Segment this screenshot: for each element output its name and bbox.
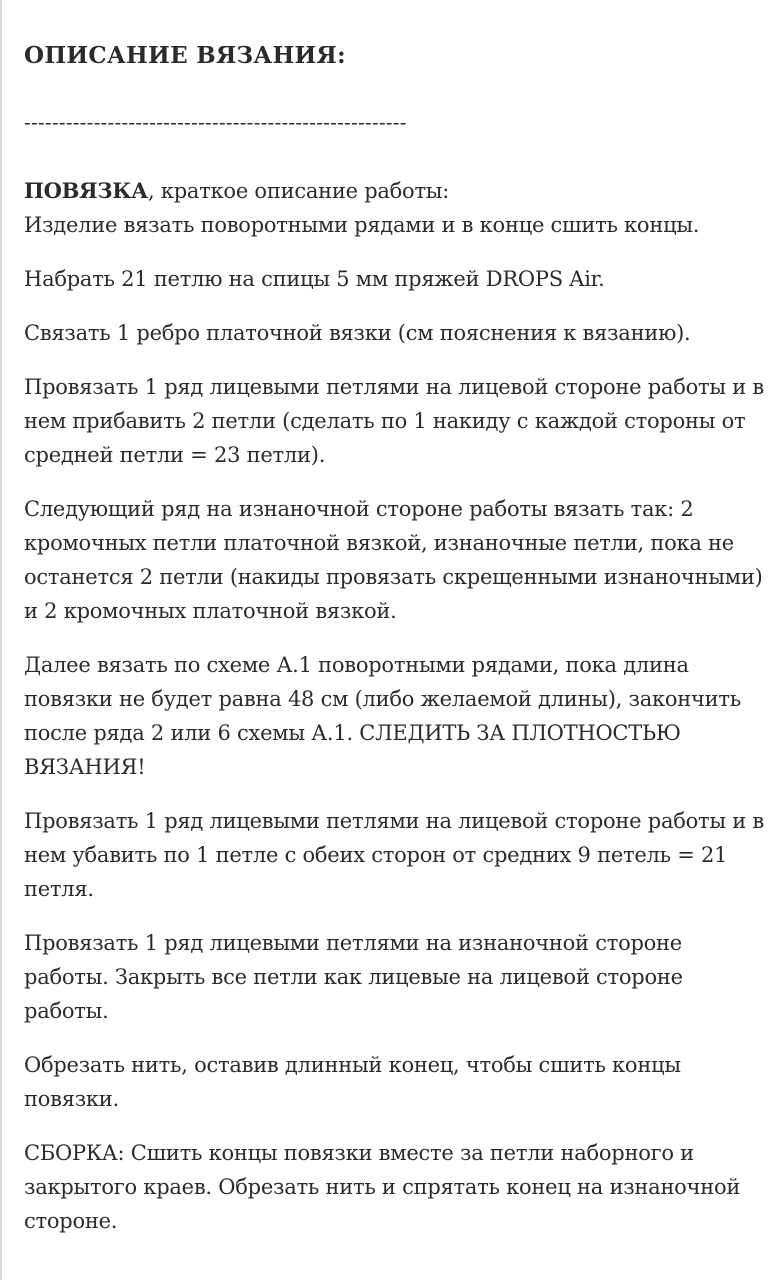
paragraph-bind-off: Провязать 1 ряд лицевыми петлями на изнаночной стороне работы. Закрыть все петли как лицевые на лицевой стороне работы. xyxy=(24,931,683,1023)
paragraph-wrong-side-row: Следующий ряд на изнаночной стороне работы вязать так: 2 кромочных петли платочной вязкой, изнаночные петли, пока не останется 2 петли (накиды провязать скрещенными изнаночными) и 2 кромочных платочной вязкой. xyxy=(24,497,763,623)
paragraph-increase-row: Провязать 1 ряд лицевыми петлями на лицевой стороне работы и в нем прибавить 2 петли (сделать по 1 накиду с каждой стороны от средней петли = 23 петли). xyxy=(24,375,765,467)
intro-heading: ПОВЯЗКА xyxy=(24,178,148,203)
intro-heading-suffix: , краткое описание работы: xyxy=(148,179,450,203)
paragraph-cut-yarn: Обрезать нить, оставив длинный конец, чтобы сшить концы повязки. xyxy=(24,1053,681,1111)
page-left-edge xyxy=(0,0,2,1280)
paragraph-cast-on: Набрать 21 петлю на спицы 5 мм пряжей DROPS Air. xyxy=(24,267,605,291)
paragraph-decrease-row: Провязать 1 ряд лицевыми петлями на лицевой стороне работы и в нем убавить по 1 петле с обеих сторон от средних 9 петель = 21 петля. xyxy=(24,809,765,901)
intro-paragraph xyxy=(24,174,764,242)
paragraph-assembly: СБОРКА: Сшить концы повязки вместе за петли наборного и закрытого краев. Обрезать нить и спрятать конец на изнаночной стороне. xyxy=(24,1141,741,1233)
document-title: ОПИСАНИЕ ВЯЗАНИЯ: xyxy=(24,42,346,69)
paragraph-garter-ridge: Связать 1 ребро платочной вязки (см пояснения к вязанию). xyxy=(24,321,691,345)
document-content xyxy=(24,174,764,1258)
intro-line: Изделие вязать поворотными рядами и в конце сшить концы. xyxy=(24,213,700,237)
paragraph-chart-a1: Далее вязать по схеме А.1 поворотными рядами, пока длина повязки не будет равна 48 см (либо желаемой длины), закончить после ряда 2 или 6 схемы А.1. СЛЕДИТЬ ЗА ПЛОТНОСТЬЮ ВЯЗАНИЯ! xyxy=(24,653,741,779)
section-divider: ------------------------------------------------------- xyxy=(24,110,407,134)
